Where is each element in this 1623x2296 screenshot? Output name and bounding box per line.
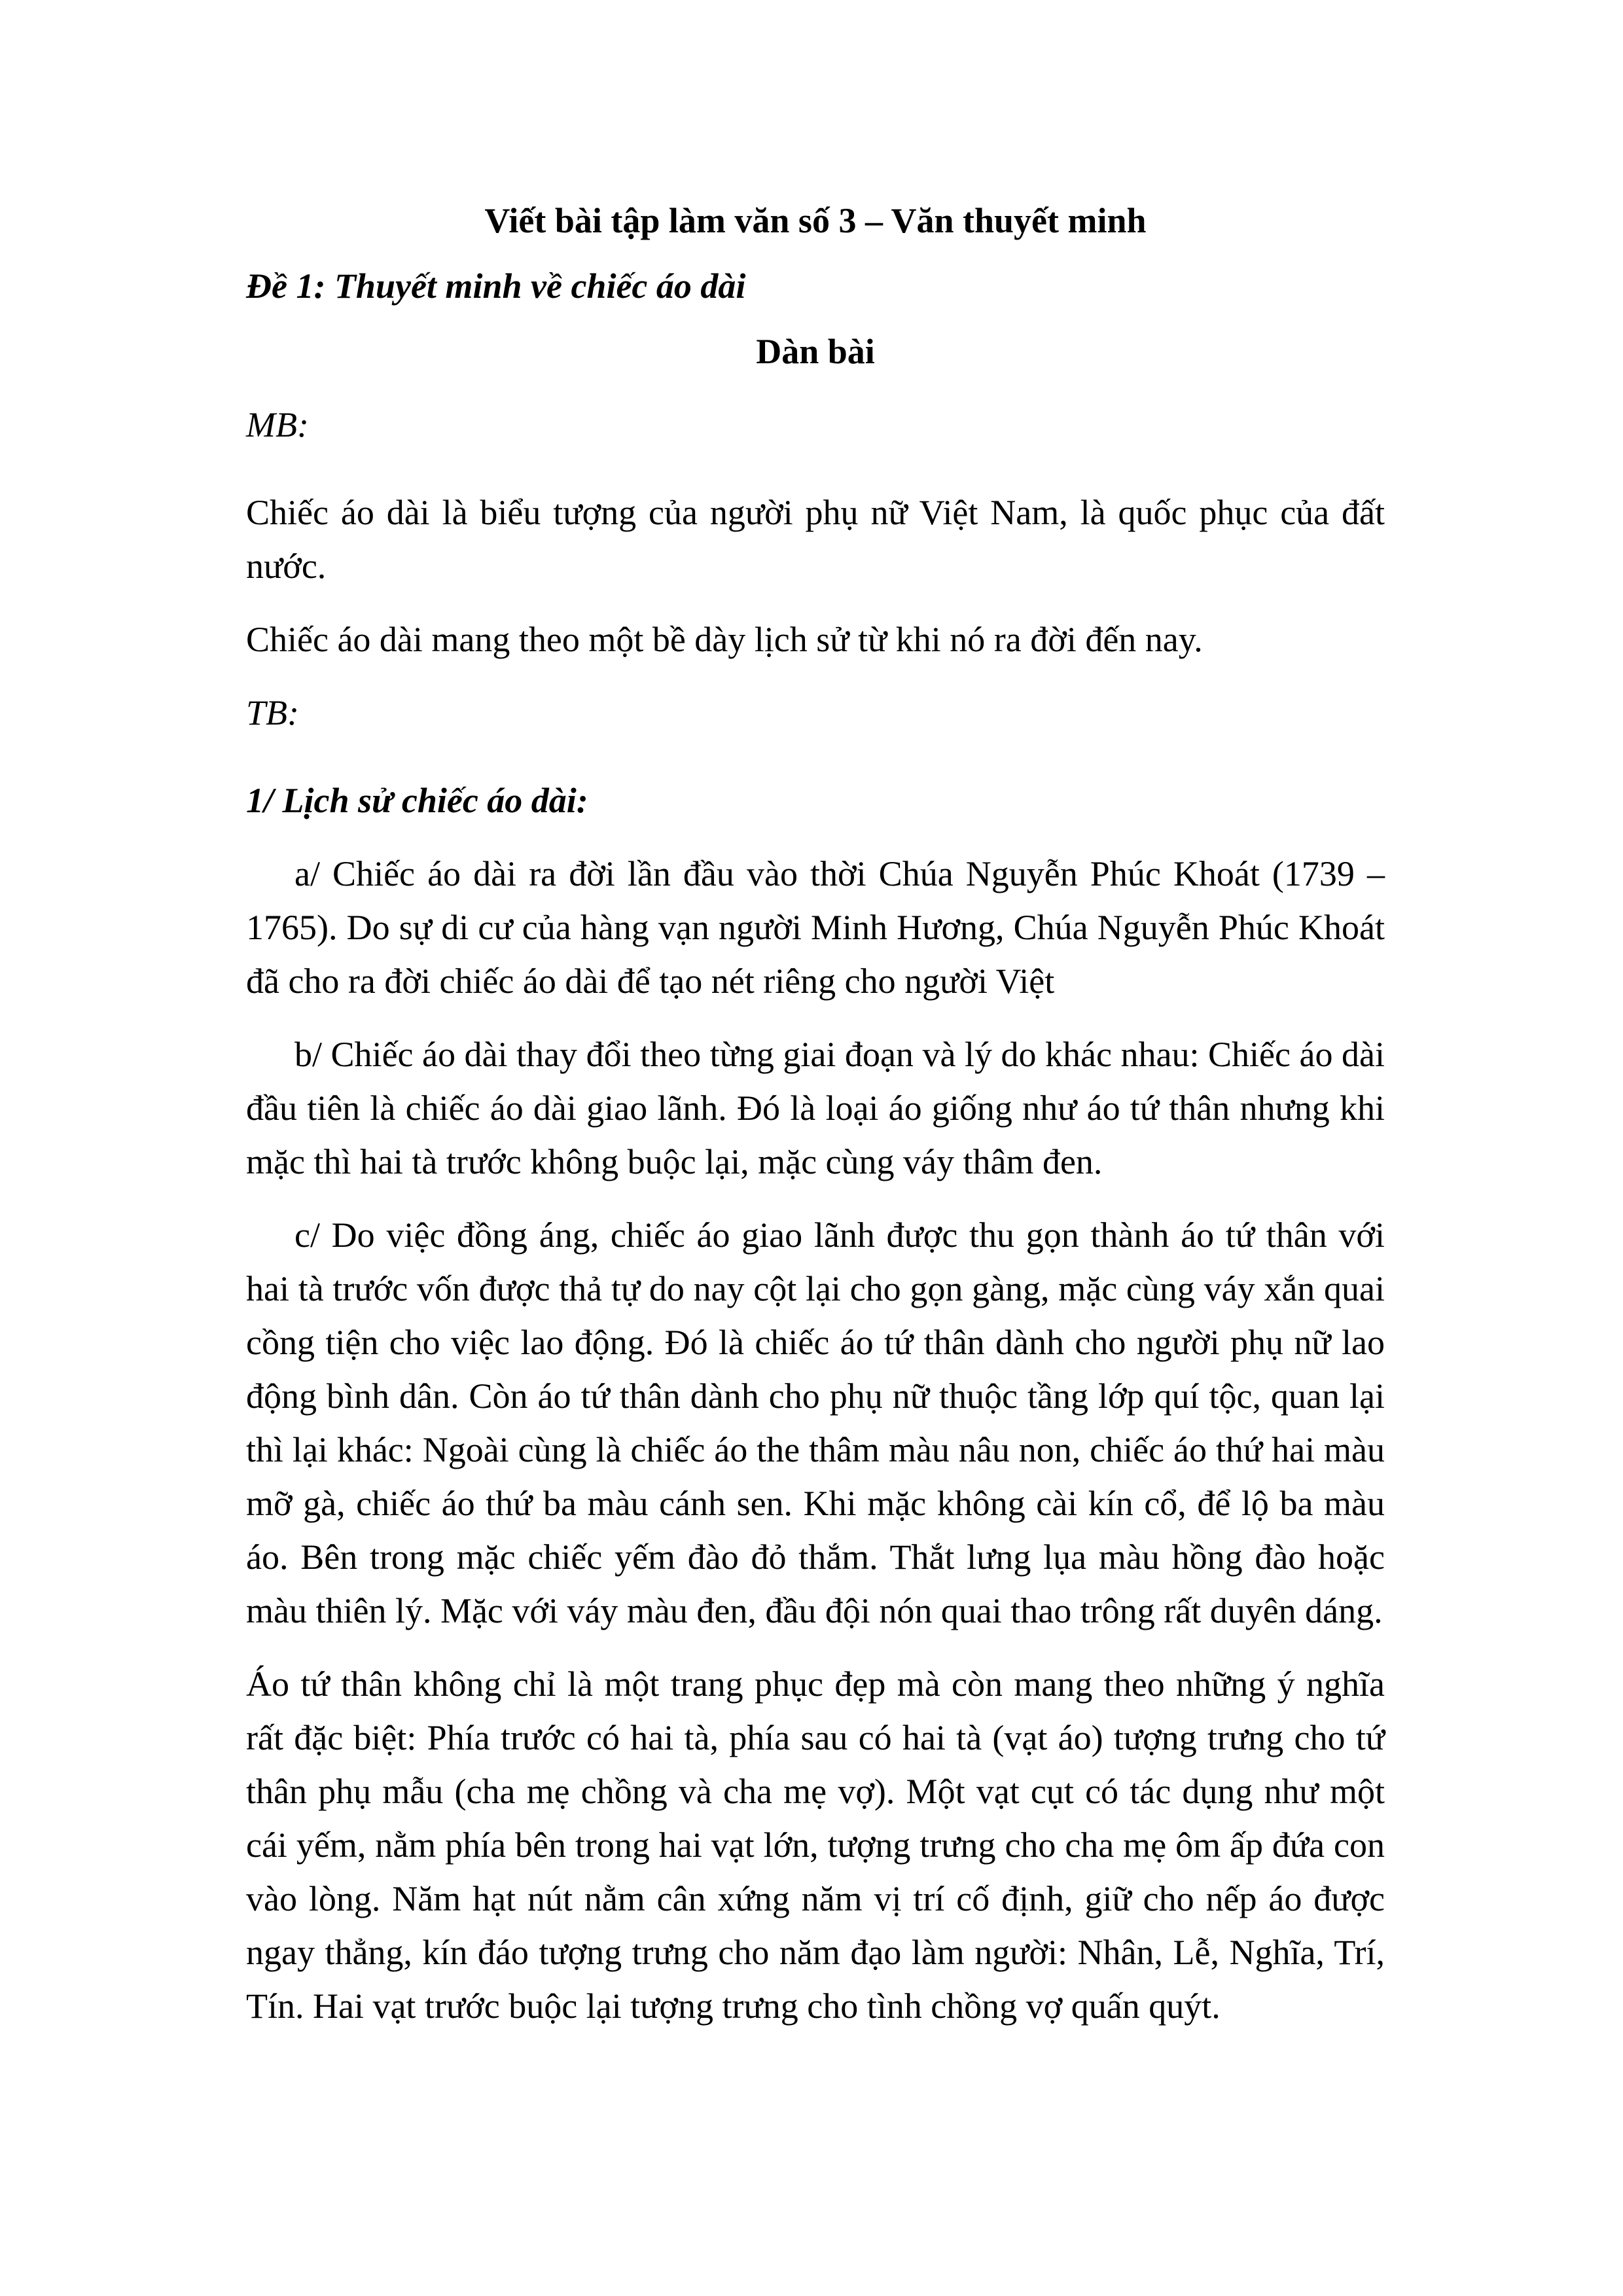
document-title: Viết bài tập làm văn số 3 – Văn thuyết minh bbox=[484, 201, 1147, 240]
mb-paragraph-2: Chiếc áo dài mang theo một bề dày lịch sử từ khi nó ra đời đến nay. bbox=[246, 620, 1203, 659]
document-body bbox=[246, 194, 1385, 2053]
closing-paragraph: Áo tứ thân không chỉ là một trang phục đẹp mà còn mang theo những ý nghĩa rất đặc biệt: Phía trước có hai tà, phía sau có hai tà (vạt áo) tượng trưng cho tứ thân phụ mẫu (cha mẹ chồng và cha mẹ vợ). Một vạt cụt có tác dụng như một cái yếm, nằm phía bên trong hai vạt lớn, tượng trưng cho cha mẹ ôm ấp đứa con vào lòng. Năm hạt nút nằm cân xứng năm vị trí cố định, giữ cho nếp áo được ngay thẳng, kín đáo tượng trưng cho năm đạo làm người: Nhân, Lễ, Nghĩa, Trí, Tín. Hai vạt trước buộc lại tượng trưng cho tình chồng vợ quấn quýt. bbox=[246, 1664, 1385, 2026]
section-1-paragraph-b: b/ Chiếc áo dài thay đổi theo từng giai đoạn và lý do khác nhau: Chiếc áo dài đầu tiên là chiếc áo dài giao lãnh. Đó là loại áo giống như áo tứ thân nhưng khi mặc thì hai tà trước không buộc lại, mặc cùng váy thâm đen. bbox=[246, 1035, 1385, 1181]
tb-label: TB: bbox=[246, 693, 299, 732]
mb-label: MB: bbox=[246, 405, 309, 444]
section-1-paragraph-c: c/ Do việc đồng áng, chiếc áo giao lãnh được thu gọn thành áo tứ thân với hai tà trước vốn được thả tự do nay cột lại cho gọn gàng, mặc cùng váy xắn quai cồng tiện cho việc lao động. Đó là chiếc áo tứ thân dành cho người phụ nữ lao động bình dân. Còn áo tứ thân dành cho phụ nữ thuộc tầng lớp quí tộc, quan lại thì lại khác: Ngoài cùng là chiếc áo the thâm màu nâu non, chiếc áo thứ hai màu mỡ gà, chiếc áo thứ ba màu cánh sen. Khi mặc không cài kín cổ, để lộ ba màu áo. Bên trong mặc chiếc yếm đào đỏ thắm. Thắt lưng lụa màu hồng đào hoặc màu thiên lý. Mặc với váy màu đen, đầu đội nón quai thao trông rất duyên dáng. bbox=[246, 1215, 1385, 1630]
essay-topic: Đề 1: Thuyết minh về chiếc áo dài bbox=[246, 266, 746, 306]
section-1-heading: 1/ Lịch sử chiếc áo dài: bbox=[246, 781, 588, 820]
outline-heading: Dàn bài bbox=[756, 332, 875, 371]
section-1-paragraph-a: a/ Chiếc áo dài ra đời lần đầu vào thời Chúa Nguyễn Phúc Khoát (1739 –1765). Do sự di cư của hàng vạn người Minh Hương, Chúa Nguyễn Phúc Khoát đã cho ra đời chiếc áo dài để tạo nét riêng cho người Việt bbox=[246, 854, 1385, 1001]
mb-paragraph-1: Chiếc áo dài là biểu tượng của người phụ nữ Việt Nam, là quốc phục của đất nước. bbox=[246, 493, 1385, 586]
